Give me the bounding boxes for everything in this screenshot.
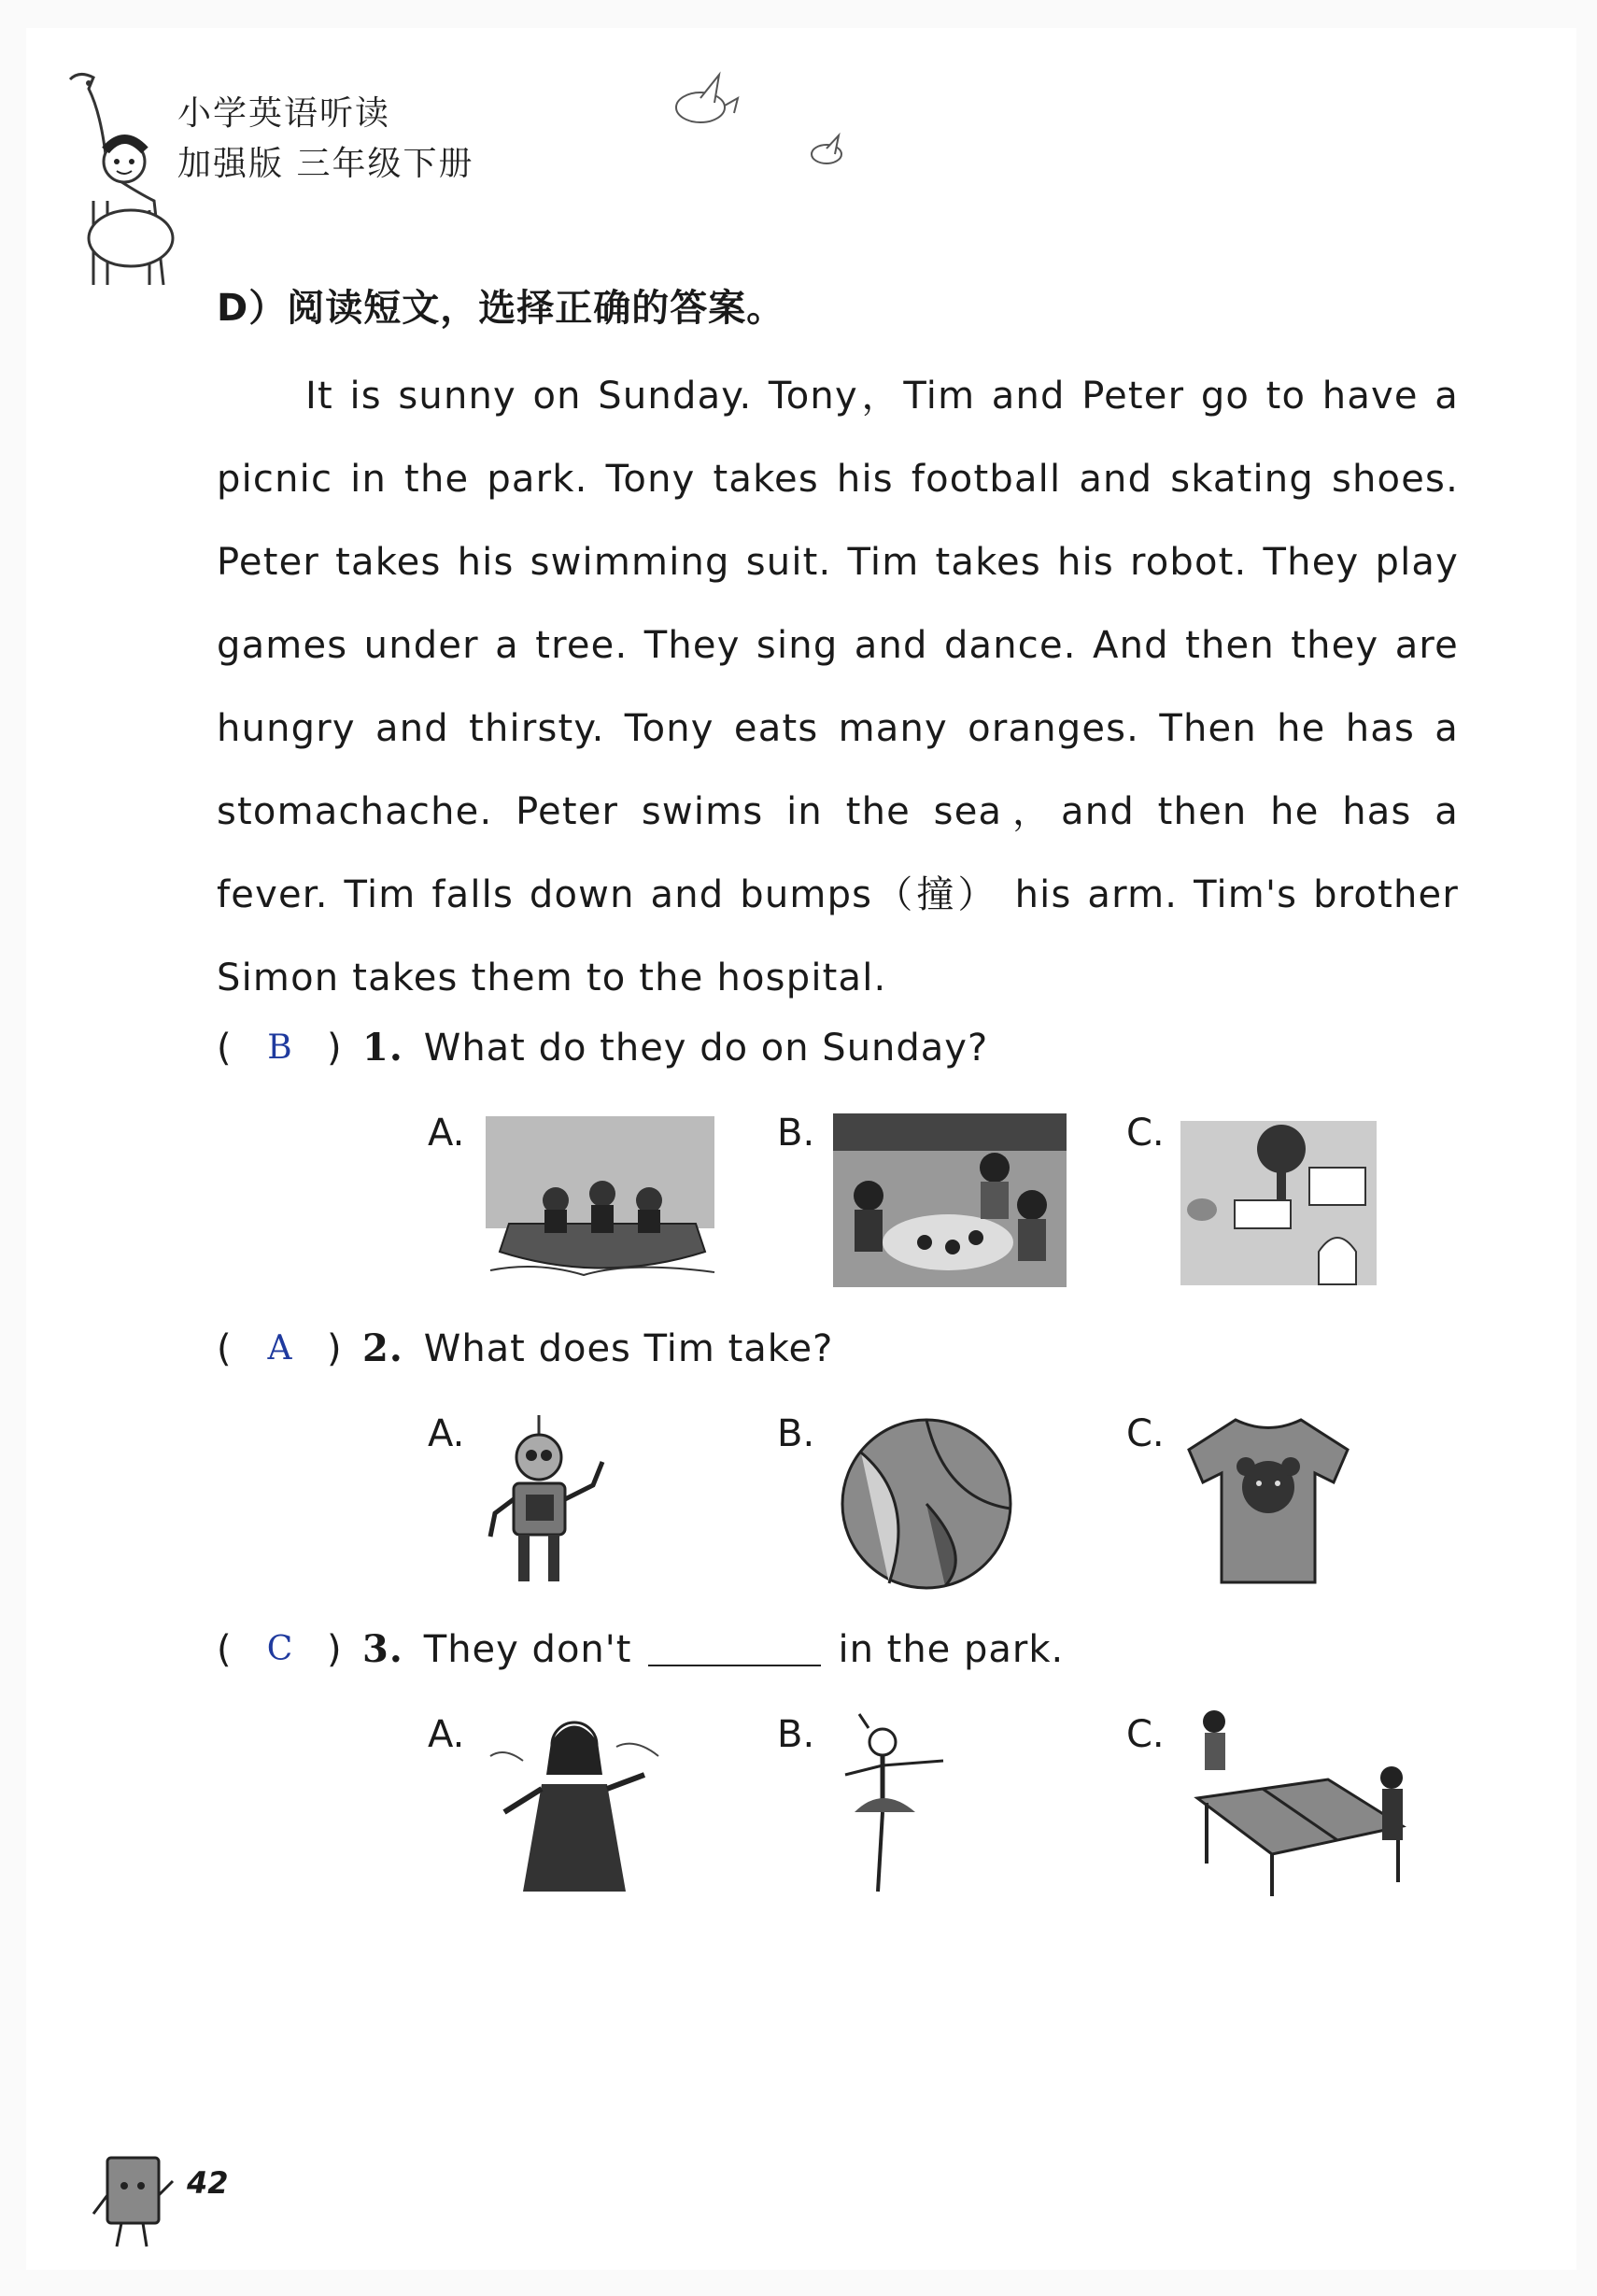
answer-2[interactable]: A [267, 1329, 293, 1368]
question-number: 1. [362, 1026, 403, 1070]
close-paren: ) [327, 1026, 343, 1070]
option-label-c: C. [1126, 1713, 1165, 1756]
giraffe-boy-illustration [51, 61, 191, 294]
answer-blank[interactable] [648, 1633, 821, 1666]
section-title: D）阅读短文，选择正确的答案。 [217, 287, 785, 330]
question-text: What do they do on Sunday? [423, 1026, 989, 1070]
ballet-dancer-image [831, 1709, 948, 1896]
picnic-image [831, 1112, 1069, 1289]
option-label-a: A. [428, 1112, 465, 1155]
book-title-line1: 小学英语听读 [177, 94, 391, 133]
book-mascot-illustration [89, 2148, 177, 2251]
book-title [177, 89, 473, 190]
question-2 [217, 1326, 833, 1370]
answer-3[interactable]: C [266, 1630, 294, 1668]
question-number: 3. [362, 1627, 403, 1671]
question-number: 2. [362, 1326, 403, 1370]
option-label-b: B. [777, 1112, 815, 1155]
tshirt-image [1184, 1412, 1352, 1590]
open-paren: ( [217, 1627, 233, 1671]
reading-passage [217, 355, 1459, 1020]
option-label-b: B. [777, 1412, 815, 1455]
park-map-image [1179, 1112, 1379, 1289]
option-label-a: A. [428, 1412, 465, 1455]
option-label-b: B. [777, 1713, 815, 1756]
open-paren: ( [217, 1326, 233, 1370]
boat-rowing-image [481, 1112, 719, 1284]
answer-1[interactable]: B [267, 1028, 293, 1067]
question-text-before: They don't [423, 1627, 632, 1671]
option-label-c: C. [1126, 1112, 1165, 1155]
question-text: What does Tim take? [423, 1326, 834, 1370]
question-1 [217, 1026, 988, 1070]
close-paren: ) [327, 1326, 343, 1370]
open-paren: ( [217, 1026, 233, 1070]
book-title-line2: 加强版 三年级下册 [177, 145, 474, 183]
option-label-a: A. [428, 1713, 465, 1756]
page-number: 42 [187, 2165, 229, 2201]
robot-image [481, 1410, 621, 1593]
table-tennis-image [1179, 1705, 1421, 1901]
close-paren: ) [327, 1627, 343, 1671]
singing-girl-image [486, 1709, 668, 1896]
question-3 [217, 1627, 1064, 1671]
ball-image [833, 1415, 1020, 1593]
question-text-after: in the park. [838, 1627, 1065, 1671]
option-label-c: C. [1126, 1412, 1165, 1455]
passage-text: It is sunny on Sunday. Tony，Tim and Peter go to have a picnic in the park. Tony takes his football and skating shoes. Peter takes his swimming suit. Tim takes his robot. They play games under a tree. They sing and dance. And then they are hungry and thirsty. Tony eats many oranges. Then he has a stomachache. Peter swims in the sea，and then he has a fever. Tim falls down and bumps（撞） his arm. Tim's brother Simon takes them to the hospital. [217, 375, 1459, 999]
birds-illustration [644, 70, 887, 182]
